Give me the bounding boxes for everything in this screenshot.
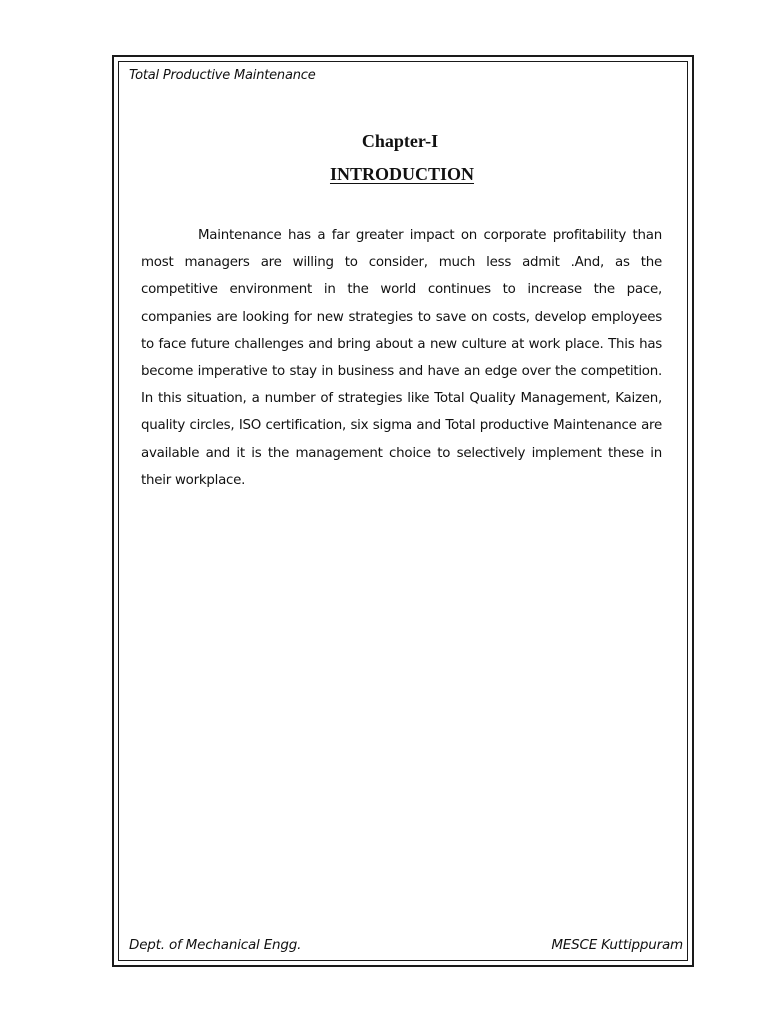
footer-institution: MESCE Kuttippuram [551, 937, 683, 953]
chapter-label: Chapter-I [361, 131, 439, 151]
running-header: Total Productive Maintenance [129, 68, 316, 83]
chapter-title: INTRODUCTION [329, 164, 475, 184]
page-border-inner [118, 61, 688, 961]
page-border [112, 55, 694, 967]
body-paragraph: Maintenance has a far greater impact on corporate profitability than most managers are willing to consider, much less admit .And, as the competitive environment in the world continues to increase the pace, companies are looking for new strategies to save on costs, develop employees to face future challenges and bring about a new culture at work place. This has become imperative to stay in business and have an edge over the competition. In this situation, a number of strategies like Total Quality Management, Kaizen, quality circles, ISO certification, six sigma and Total productive Maintenance are available and it is the management choice to selectively implement these in their workplace. [141, 228, 662, 488]
footer-department: Dept. of Mechanical Engg. [129, 937, 302, 953]
